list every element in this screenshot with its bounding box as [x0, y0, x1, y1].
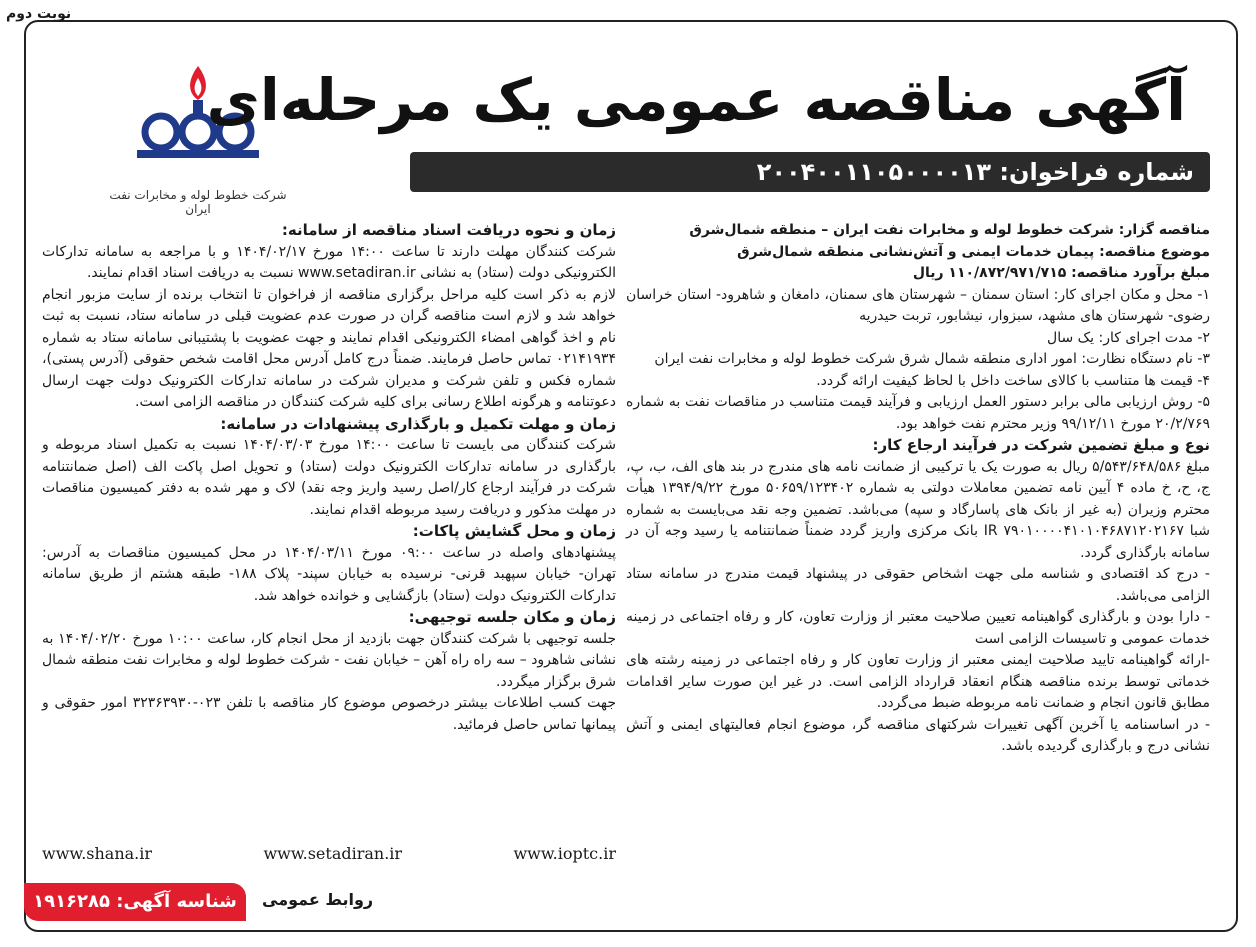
left-column [42, 220, 616, 870]
link-setadiran[interactable]: www.setadiran.ir [263, 844, 403, 863]
right-para: ۳- نام دستگاه نظارت: امور اداری منطقه شمال شرق شرکت خطوط لوله و مخابرات نفت ایران [654, 351, 1210, 367]
left-heading: زمان و نحوه دریافت اسناد مناقصه از سامانه: [281, 221, 616, 239]
link-ioptc[interactable]: www.ioptc.ir [513, 844, 616, 863]
right-para: ۱- محل و مکان اجرای کار: استان سمنان – شهرستان های سمنان، دامغان و شاهرود- استان خراسان رضوی- شهرستان های مشهد، سبزوار، نیشابور، تربت حیدریه [626, 286, 1210, 324]
left-para: لازم به ذکر است کلیه مراحل برگزاری مناقصه از فراخوان تا انتخاب برنده از سایت مزبور انجام خواهد شد و لازم است مناقصه گران در صورت عدم عضویت قبلی در سامانه ستاد، نسبت به ثبت نام و اخذ گواهی امضاء الکترونیکی اقدام نمایند و جهت عضویت با پشتیبانی سامانه ستاد به شماره ۰۲۱۴۱۹۳۴ تماس حاصل فرمایند. ضمناً درج کامل آدرس محل اقامت شخص حقوقی (آدرس پستی)، شماره فکس و تلفن شرکت و مدیران شرکت در سامانه تدارکات الکترونیک دولت جهت ارسال دعوتنامه و هرگونه اطلاع رسانی برای کلیه شرکت کنندگان در مناقصه الزامی است. [42, 286, 616, 410]
call-number-bar: شماره فراخوان: ۲۰۰۴۰۰۱۱۰۵۰۰۰۰۱۳ [410, 152, 1210, 192]
left-heading: زمان و مکان جلسه توجیهی: [408, 608, 616, 626]
left-heading: زمان و محل گشایش پاکات: [412, 522, 616, 540]
website-links [42, 844, 616, 863]
right-para: - دارا بودن و بارگذاری گواهینامه تعیین صلاحیت معتبر از وزارت تعاون، کار و رفاه اجتماعی در زمینه خدمات عمومی و تاسیسات الزامی است [626, 609, 1210, 647]
left-para: شرکت کنندگان می بایست تا ساعت ۱۴:۰۰ مورخ ۱۴۰۴/۰۳/۰۳ نسبت به تکمیل اسناد مربوطه و بارگذاری در سامانه تدارکات الکترونیک دولت (ستاد) و تحویل اصل پاکت الف (اصل ضمانتنامه شرکت در فرآیند ارجاع کار/اصل رسید واریز وجه نقد) لاک و مهر شده به دفتر کمیسیون مناقصات در مهلت مذکور و دریافت رسید مربوطه اقدام نمایند. [42, 437, 617, 518]
right-para: ۴- قیمت ها متناسب با کالای ساخت داخل با لحاظ کیفیت ارائه گردد. [816, 372, 1210, 389]
left-para: پیشنهادهای واصله در ساعت ۰۹:۰۰ مورخ ۱۴۰۴/۰۳/۱۱ در محل کمیسیون مناقصات به آدرس: تهران- خیابان سپهبد قرنی- نرسیده به خیابان سپند- پلاک ۱۸۸- طبقه هشتم از طریق سامانه تدارکات الکترونیک دولت (ستاد) بازگشایی و خوانده خواهد شد. [42, 544, 616, 604]
right-para: مبلغ برآورد مناقصه: ۱۱۰/۸۷۲/۹۷۱/۷۱۵ ریال [912, 265, 1210, 281]
right-para: مناقصه گزار: شرکت خطوط لوله و مخابرات نفت ایران – منطقه شمال‌شرق [689, 222, 1210, 238]
right-para: ۲- مدت اجرای کار: یک سال [1047, 329, 1210, 346]
public-relations-label: روابط عمومی [262, 890, 374, 909]
left-heading: زمان و مهلت تکمیل و بارگذاری پیشنهادات در سامانه: [220, 414, 616, 433]
company-logo-caption: شرکت خطوط لوله و مخابرات نفت ایران [109, 188, 287, 216]
right-heading: نوع و مبلغ تضمین شرکت در فرآیند ارجاع کار: [872, 436, 1210, 454]
right-para: -ارائه گواهینامه تایید صلاحیت ایمنی معتبر از وزارت تعاون کار و رفاه اجتماعی در زمینه رشته های خدماتی توسط برنده مناقصه هنگام انعقاد قرارداد الزامی است. در غیر این صورت سایر اقدامات مطابق قانون انجام و ضمانت نامه مربوطه ضبط می‌گردد. [626, 652, 1210, 711]
right-para: - درج کد اقتصادی و شناسه ملی جهت اشخاص حقوقی در پیشنهاد قیمت مندرج در سامانه ستاد الزامی می‌باشد. [626, 566, 1210, 604]
link-shana[interactable]: www.shana.ir [42, 844, 153, 863]
right-para: - در اساسنامه یا آخرین آگهی تغییرات شرکتهای مناقصه گر، موضوع انجام فعالیتهای ایمنی و آتش نشانی درج و بارگذاری گردیده باشد. [626, 716, 1210, 754]
right-para: مبلغ ۵/۵۴۳/۶۴۸/۵۸۶ ریال به صورت یک یا ترکیبی از ضمانت نامه های مندرج در بند های الف، ب، پ، ج، ح، خ ماده ۴ آیین نامه تضمین معاملات دولتی به شماره ۵۰۶۵۹/۱۲۳۴۰۲ مورخ ۱۳۹۴/۹/۲۲ هیأت محترم وزیران (به غیر از بانک های پاسارگاد و سپه) می‌باشد. تضمین وجه نقد می‌بایست به شماره شبا IR ۷۹۰۱۰۰۰۰۴۱۰۱۰۴۶۸۷۱۲۰۲۱۶۷ بانک مرکزی واریز گردد ضمناً ضمانتنامه یا رسید وجه آن در سامانه بارگذاری گردد. [626, 458, 1211, 561]
left-para: جهت کسب اطلاعات بیشتر درخصوص موضوع کار مناقصه با تلفن ۰۲۳-۳۲۳۶۳۹۳۰ امور حقوقی و پیمانها تماس حاصل فرمائید. [42, 695, 617, 733]
ad-id-badge: شناسه آگهی: ۱۹۱۶۲۸۵ [24, 883, 246, 921]
page-title: آگهی مناقصه عمومی یک مرحله‌ای [206, 66, 1186, 134]
right-para: موضوع مناقصه: پیمان خدمات ایمنی و آتش‌نشانی منطقه شمال‌شرق [737, 243, 1210, 260]
right-para: ۵- روش ارزیابی مالی برابر دستور العمل ارزیابی و فرآیند قیمت متناسب در مناقصات نفت به شماره ۲۰/۲/۷۶۹ مورخ ۹۹/۱۲/۱۱ وزیر محترم نفت خواهد بود. [626, 394, 1210, 432]
right-column [626, 220, 1210, 870]
left-para: شرکت کنندگان مهلت دارند تا ساعت ۱۴:۰۰ مورخ ۱۴۰۴/۰۲/۱۷ و با مراجعه به سامانه تدارکات الکترونیکی دولت (ستاد) به نشانی www.setadiran.ir نسبت به دریافت اسناد اقدام نمایند. [42, 243, 616, 281]
round-label: نوبت دوم [6, 6, 72, 22]
left-para: جلسه توجیهی با شرکت کنندگان جهت بازدید از محل انجام کار، ساعت ۱۰:۰۰ مورخ ۱۴۰۴/۰۲/۲۰ به نشانی شاهرود – سه راه راه آهن – خیابان نفت - شرکت خطوط لوله و مخابرات نفت منطقه شمال شرق برگزار میگردد. [42, 630, 616, 690]
